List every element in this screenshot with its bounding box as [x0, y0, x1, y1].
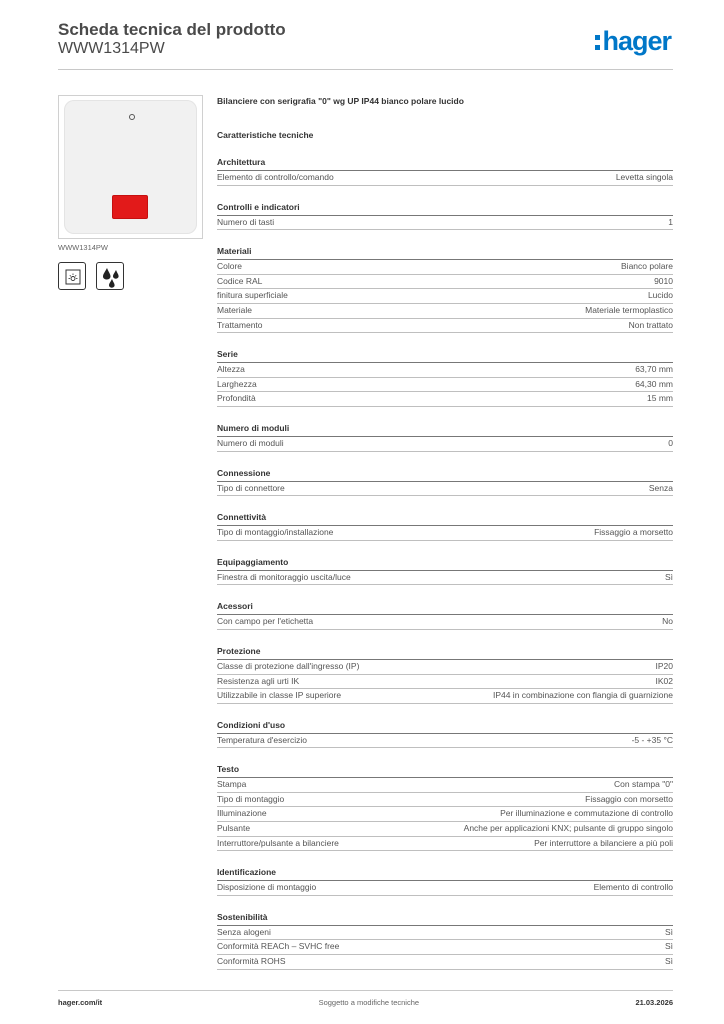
red-indicator-window	[112, 195, 148, 219]
spec-value: Levetta singola	[615, 172, 673, 182]
spec-label: Pulsante	[217, 823, 251, 834]
spec-section	[217, 912, 673, 970]
section-title: Connessione	[217, 468, 673, 482]
spec-row	[217, 675, 673, 690]
spec-row	[217, 807, 673, 822]
section-title: Connettività	[217, 512, 673, 526]
spec-label: Trattamento	[217, 319, 263, 330]
footer-note: Soggetto a modifiche tecniche	[318, 998, 420, 1007]
rocker-plate	[64, 100, 197, 234]
spec-value: 0	[668, 437, 673, 448]
section-title: Testo	[217, 764, 673, 778]
footer-website[interactable]: hager.com/it	[58, 998, 103, 1007]
spec-label: Finestra di monitoraggio uscita/luce	[217, 571, 351, 582]
spec-value: 9010	[654, 275, 673, 286]
indoor-light-icon	[58, 262, 86, 290]
spec-label: Interruttore/pulsante a bilanciere	[217, 837, 339, 848]
spec-value: No	[662, 616, 673, 627]
spec-label: Tipo di connettore	[217, 482, 285, 493]
spec-heading: Caratteristiche tecniche	[217, 130, 314, 140]
led-dot	[129, 114, 135, 120]
logo-text: hager	[602, 26, 671, 56]
spec-label: Altezza	[217, 364, 245, 375]
spec-row	[217, 571, 673, 586]
spec-label: Colore	[217, 261, 243, 272]
spec-row	[217, 260, 673, 275]
spec-value: Con stampa "0"	[614, 779, 673, 790]
spec-section	[217, 720, 673, 749]
spec-row	[217, 171, 673, 186]
section-title: Equipaggiamento	[217, 557, 673, 571]
spec-label: Senza alogeni	[217, 926, 271, 937]
product-code: WWW1314PW	[58, 40, 165, 57]
water-drops-icon	[96, 262, 124, 290]
product-description: Bilanciere con serigrafia "0" wg UP IP44 bianco polare lucido	[217, 96, 464, 106]
spec-label: Temperatura d'esercizio	[217, 734, 307, 745]
spec-row	[217, 660, 673, 675]
document-title: Scheda tecnica del prodotto	[58, 20, 286, 39]
spec-value: Elemento di controllo	[593, 882, 673, 893]
spec-section	[217, 867, 673, 896]
section-title: Sostenibilità	[217, 912, 673, 926]
spec-value: IP20	[655, 660, 673, 671]
spec-value: Per interruttore a bilanciere a più poli	[534, 837, 673, 848]
spec-row	[217, 793, 673, 808]
spec-row	[217, 940, 673, 955]
spec-value: Per illuminazione e commutazione di controllo	[500, 808, 673, 819]
spec-label: Codice RAL	[217, 275, 263, 286]
spec-row	[217, 363, 673, 378]
spec-row	[217, 289, 673, 304]
spec-value: -5 - +35 °C	[631, 734, 673, 745]
spec-section	[217, 557, 673, 586]
spec-section	[217, 646, 673, 704]
spec-label: Numero di tasti	[217, 216, 275, 227]
spec-label: Conformità ROHS	[217, 956, 286, 967]
spec-value: Bianco polare	[621, 261, 673, 272]
spec-section	[217, 468, 673, 497]
spec-row	[217, 837, 673, 852]
spec-value: IP44 in combinazione con flangia di guarnizione	[492, 690, 673, 701]
section-title: Architettura	[217, 157, 673, 171]
spec-value: 64,30 mm	[635, 378, 673, 389]
spec-row	[217, 822, 673, 837]
spec-value: Sì	[664, 926, 673, 937]
spec-row	[217, 275, 673, 290]
spec-section	[217, 202, 673, 231]
spec-value: Sì	[664, 941, 673, 952]
page-header	[58, 20, 673, 70]
spec-label: Tipo di montaggio/installazione	[217, 527, 334, 538]
spec-value: 63,70 mm	[635, 364, 673, 375]
spec-section	[217, 764, 673, 851]
spec-value: IK02	[655, 675, 673, 686]
page-footer	[58, 990, 673, 1007]
spec-row	[217, 778, 673, 793]
section-title: Identificazione	[217, 867, 673, 881]
spec-label: Tipo di montaggio	[217, 793, 285, 804]
spec-label: Profondità	[217, 393, 256, 404]
logo-colon-icon	[595, 35, 600, 50]
spec-row	[217, 615, 673, 630]
spec-label: Illuminazione	[217, 808, 267, 819]
spec-row	[217, 319, 673, 334]
spec-value: Sì	[664, 956, 673, 967]
spec-row	[217, 689, 673, 704]
spec-value: Fissaggio a morsetto	[594, 527, 673, 538]
spec-label: Conformità REACh – SVHC free	[217, 941, 340, 952]
section-title: Materiali	[217, 246, 673, 260]
feature-icons	[58, 262, 124, 290]
section-title: Condizioni d'uso	[217, 720, 673, 734]
hager-logo	[595, 26, 671, 56]
spec-value: Lucido	[647, 290, 673, 301]
product-image-caption: WWW1314PW	[58, 243, 109, 252]
spec-section	[217, 246, 673, 333]
spec-row	[217, 526, 673, 541]
spec-section	[217, 349, 673, 407]
spec-value: 1	[668, 216, 673, 227]
spec-section	[217, 423, 673, 452]
spec-section	[217, 601, 673, 630]
spec-label: Disposizione di montaggio	[217, 882, 317, 893]
section-title: Protezione	[217, 646, 673, 660]
spec-label: Materiale	[217, 304, 252, 315]
spec-row	[217, 378, 673, 393]
spec-value: Senza	[648, 482, 673, 493]
section-title: Serie	[217, 349, 673, 363]
spec-row	[217, 881, 673, 896]
spec-value: Materiale termoplastico	[585, 304, 673, 315]
spec-label: Elemento di controllo/comando	[217, 172, 334, 182]
section-title: Numero di moduli	[217, 423, 673, 437]
spec-row	[217, 392, 673, 407]
spec-value: Anche per applicazioni KNX; pulsante di gruppo singolo	[463, 823, 673, 834]
spec-label: Classe di protezione dall'ingresso (IP)	[217, 660, 360, 671]
spec-value: 15 mm	[647, 393, 673, 404]
spec-value: Fissaggio con morsetto	[585, 793, 673, 804]
spec-label: Numero di moduli	[217, 437, 284, 448]
spec-row	[217, 926, 673, 941]
spec-value: Sì	[664, 571, 673, 582]
spec-row	[217, 955, 673, 970]
spec-label: Stampa	[217, 779, 247, 790]
spec-value: Non trattato	[628, 319, 673, 330]
spec-sections	[217, 157, 673, 970]
product-image	[58, 95, 203, 239]
spec-section	[217, 157, 673, 186]
spec-label: Utilizzabile in classe IP superiore	[217, 690, 342, 701]
spec-label: Resistenza agli urti IK	[217, 675, 300, 686]
spec-row	[217, 304, 673, 319]
section-title: Acessori	[217, 601, 673, 615]
footer-date: 21.03.2026	[635, 998, 673, 1007]
spec-section	[217, 512, 673, 541]
spec-row	[217, 734, 673, 749]
spec-label: finitura superficiale	[217, 290, 288, 301]
spec-row	[217, 216, 673, 231]
spec-row	[217, 437, 673, 452]
specifications	[217, 96, 673, 970]
spec-label: Larghezza	[217, 378, 257, 389]
spec-row	[217, 482, 673, 497]
section-title: Controlli e indicatori	[217, 202, 673, 216]
spec-label: Con campo per l'etichetta	[217, 616, 314, 627]
